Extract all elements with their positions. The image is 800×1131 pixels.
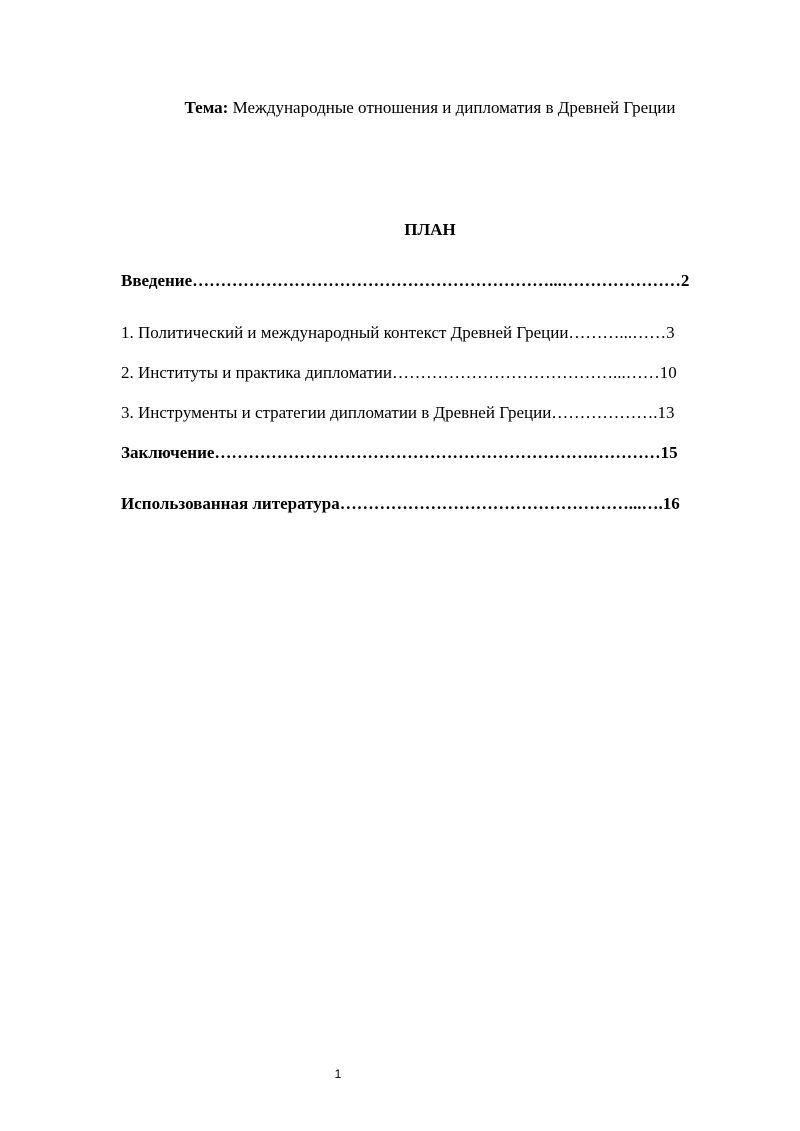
toc-entry-chapter-2	[121, 362, 737, 384]
toc-entry-text: Введение………………………………………………………...…………………2	[121, 271, 690, 290]
toc-entry-literature	[121, 493, 737, 515]
toc-entry-chapter-3	[121, 402, 737, 424]
toc-entry-text: 1. Политический и международный контекст Древней Греции………...……3	[121, 323, 675, 342]
document-topic	[0, 97, 800, 119]
toc-entry-text: Заключение………………………………………………………….…………15	[121, 443, 678, 462]
topic-label: Тема:	[184, 98, 229, 117]
toc-entry-introduction	[121, 270, 737, 292]
toc-entry-text: 2. Институты и практика дипломатии…………………………………...……10	[121, 363, 677, 382]
toc-entry-text: 3. Инструменты и стратегии дипломатии в Древней Греции……………….13	[121, 403, 675, 422]
plan-title: ПЛАН	[404, 220, 456, 239]
toc-entry-conclusion	[121, 442, 737, 464]
topic-text: Международные отношения и дипломатия в Древней Греции	[228, 98, 676, 117]
toc-entry-chapter-1	[121, 322, 737, 344]
page-number: 1	[334, 1067, 342, 1081]
toc-entry-text: Использованная литература……………………………………………...….16	[121, 494, 680, 513]
